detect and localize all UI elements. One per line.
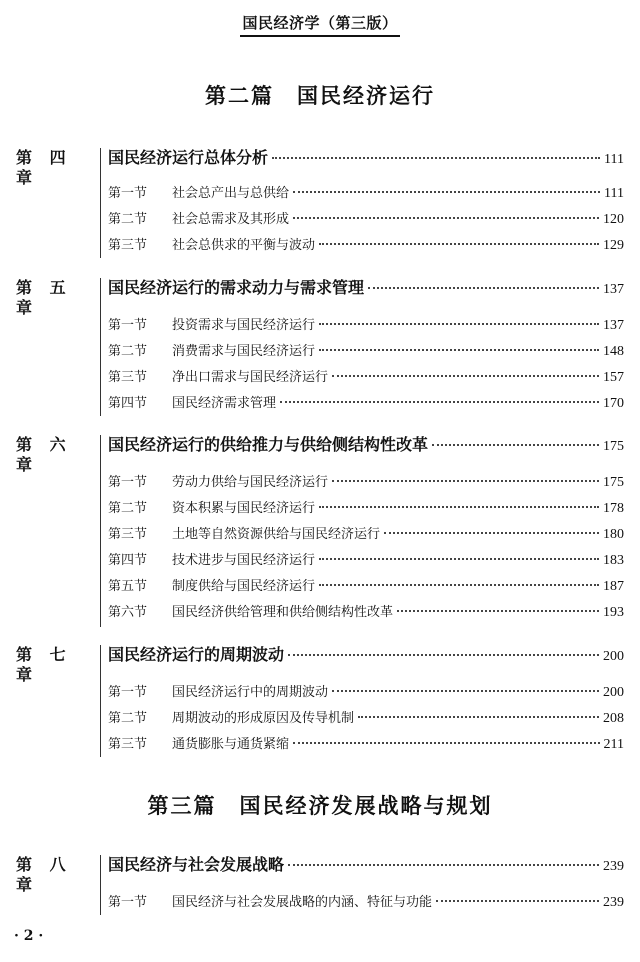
leader-dots	[436, 900, 599, 902]
section-number: 第二节	[108, 344, 148, 359]
toc-section-entry[interactable]	[108, 710, 624, 728]
toc-section-entry[interactable]	[108, 317, 624, 335]
chapter-title: 国民经济与社会发展战略	[108, 855, 285, 874]
running-head	[0, 12, 640, 37]
section-title: 资本积累与国民经济运行	[172, 501, 316, 516]
leader-dots	[332, 375, 599, 377]
section-number: 第二节	[108, 501, 148, 516]
part-title-2: 第二篇 国民经济运行	[205, 83, 435, 108]
page-ref: 180	[603, 527, 624, 542]
chapter-label: 第 六 章	[16, 435, 72, 474]
section-number: 第一节	[108, 685, 148, 700]
section-title: 国民经济需求管理	[172, 396, 277, 411]
section-title: 国民经济与社会发展战略的内涵、特征与功能	[172, 895, 433, 910]
chapter-label: 第 七 章	[16, 645, 72, 684]
chapter-label: 第 四 章	[16, 148, 72, 187]
section-title: 净出口需求与国民经济运行	[172, 370, 329, 385]
section-number: 第三节	[108, 238, 148, 253]
toc-chapter-entry[interactable]	[108, 645, 624, 667]
part-title-3: 第三篇 国民经济发展战略与规划	[147, 793, 493, 818]
leader-dots	[332, 480, 599, 482]
page-ref: 111	[604, 152, 624, 167]
section-number: 第四节	[108, 553, 148, 568]
section-title: 投资需求与国民经济运行	[172, 318, 316, 333]
chapter-divider	[100, 278, 101, 416]
leader-dots	[319, 349, 599, 351]
page-number: · 2 ·	[14, 928, 44, 944]
chapter-label: 第 八 章	[16, 855, 72, 894]
toc-chapter-entry[interactable]	[108, 148, 624, 170]
page-ref: 175	[603, 439, 624, 454]
chapter-divider	[100, 435, 101, 627]
toc-section-entry[interactable]	[108, 526, 624, 544]
leader-dots	[432, 444, 599, 446]
page-ref: 239	[603, 895, 624, 910]
section-title: 社会总需求及其形成	[172, 212, 290, 227]
section-title: 消费需求与国民经济运行	[172, 344, 316, 359]
leader-dots	[368, 287, 599, 289]
page-ref: 170	[603, 396, 624, 411]
toc-section-entry[interactable]	[108, 474, 624, 492]
toc-section-entry[interactable]	[108, 369, 624, 387]
toc-section-entry[interactable]	[108, 894, 624, 912]
chapter-divider	[100, 148, 101, 258]
page-ref: 200	[603, 685, 624, 700]
book-title: 国民经济学（第三版）	[240, 12, 399, 37]
section-title: 技术进步与国民经济运行	[172, 553, 316, 568]
leader-dots	[280, 401, 599, 403]
section-title: 制度供给与国民经济运行	[172, 579, 316, 594]
page-ref: 208	[603, 711, 624, 726]
section-number: 第三节	[108, 737, 148, 752]
section-number: 第二节	[108, 212, 148, 227]
toc-chapter-entry[interactable]	[108, 278, 624, 300]
page-ref: 148	[603, 344, 624, 359]
chapter-title: 国民经济运行的周期波动	[108, 645, 285, 664]
section-number: 第一节	[108, 318, 148, 333]
leader-dots	[319, 584, 599, 586]
leader-dots	[397, 610, 599, 612]
leader-dots	[293, 217, 599, 219]
chapter-title: 国民经济运行总体分析	[108, 148, 269, 167]
section-title: 国民经济供给管理和供给侧结构性改革	[172, 605, 394, 620]
page-ref: 178	[603, 501, 624, 516]
toc-section-entry[interactable]	[108, 684, 624, 702]
page-ref: 137	[603, 318, 624, 333]
section-title: 周期波动的形成原因及传导机制	[172, 711, 355, 726]
section-number: 第一节	[108, 475, 148, 490]
leader-dots	[272, 157, 600, 159]
toc-chapter-entry[interactable]	[108, 855, 624, 877]
toc-section-entry[interactable]	[108, 211, 624, 229]
section-number: 第四节	[108, 396, 148, 411]
toc-section-entry[interactable]	[108, 237, 624, 255]
leader-dots	[319, 323, 599, 325]
leader-dots	[384, 532, 599, 534]
leader-dots	[288, 654, 599, 656]
leader-dots	[319, 558, 599, 560]
chapter-divider	[100, 855, 101, 915]
page-ref: 200	[603, 649, 624, 664]
leader-dots	[288, 864, 599, 866]
page-ref: 175	[603, 475, 624, 490]
page-ref: 120	[603, 212, 624, 227]
section-number: 第一节	[108, 895, 148, 910]
toc-section-entry[interactable]	[108, 578, 624, 596]
page-ref: 157	[603, 370, 624, 385]
page-ref: 239	[603, 859, 624, 874]
toc-section-entry[interactable]	[108, 185, 624, 203]
leader-dots	[293, 742, 600, 744]
toc-section-entry[interactable]	[108, 395, 624, 413]
section-number: 第五节	[108, 579, 148, 594]
section-title: 社会总产出与总供给	[172, 186, 290, 201]
page-ref: 111	[604, 186, 624, 201]
section-title: 土地等自然资源供给与国民经济运行	[172, 527, 381, 542]
toc-section-entry[interactable]	[108, 500, 624, 518]
page-ref: 183	[603, 553, 624, 568]
section-number: 第三节	[108, 527, 148, 542]
page-ref: 187	[603, 579, 624, 594]
chapter-divider	[100, 645, 101, 757]
page-ref: 193	[603, 605, 624, 620]
toc-section-entry[interactable]	[108, 343, 624, 361]
section-number: 第二节	[108, 711, 148, 726]
page-ref: 129	[603, 238, 624, 253]
leader-dots	[319, 243, 599, 245]
page-ref: 137	[603, 282, 624, 297]
chapter-label: 第 五 章	[16, 278, 72, 317]
section-title: 通货膨胀与通货紧缩	[172, 737, 290, 752]
section-title: 国民经济运行中的周期波动	[172, 685, 329, 700]
page-ref: 211	[603, 737, 624, 752]
leader-dots	[332, 690, 599, 692]
leader-dots	[319, 506, 599, 508]
toc-section-entry[interactable]	[108, 552, 624, 570]
chapter-title: 国民经济运行的供给推力与供给侧结构性改革	[108, 435, 429, 454]
chapter-title: 国民经济运行的需求动力与需求管理	[108, 278, 365, 297]
section-title: 劳动力供给与国民经济运行	[172, 475, 329, 490]
toc-chapter-entry[interactable]	[108, 435, 624, 457]
leader-dots	[358, 716, 599, 718]
toc-section-entry[interactable]	[108, 604, 624, 622]
section-number: 第一节	[108, 186, 148, 201]
leader-dots	[293, 191, 600, 193]
section-number: 第六节	[108, 605, 148, 620]
section-title: 社会总供求的平衡与波动	[172, 238, 316, 253]
section-number: 第三节	[108, 370, 148, 385]
toc-section-entry[interactable]	[108, 736, 624, 754]
